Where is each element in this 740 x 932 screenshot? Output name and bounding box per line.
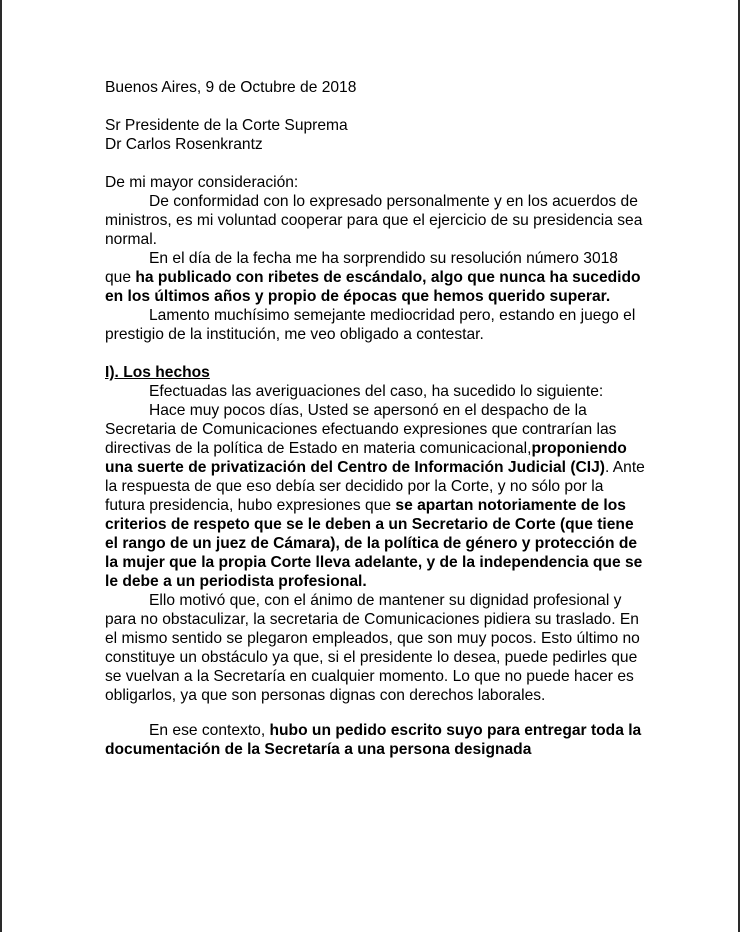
intro-paragraph-2-emphasis: ha publicado con ribetes de escándalo, algo que nunca ha sucedido en los últimos años y propio de épocas que hemos querido superar.: [105, 269, 641, 305]
hechos-paragraph-4-text: En ese contexto,: [149, 722, 270, 739]
intro-paragraph-1: [105, 192, 645, 249]
letter-body: [105, 78, 645, 759]
recipient-title: Sr Presidente de la Corte Suprema: [105, 117, 348, 134]
hechos-paragraph-3: Ello motivó que, con el ánimo de mantener su dignidad profesional y para no obstaculizar, la secretaria de Comunicaciones pidiera su traslado. En el mismo sentido se plegaron empleados, que son muy pocos. Esto último no constituye un obstáculo ya que, si el presidente lo desea, puede pedirles que se vuelvan a la Secretaría en cualquier momento. Lo que no puede hacer es obligarlos, ya que son personas dignas con derechos laborales.: [105, 592, 640, 704]
intro-paragraph-2-text: En el día de la fecha me ha sorprendido su resolución número 3018 que: [105, 250, 618, 286]
hechos-paragraph-2: [105, 401, 645, 591]
hechos-paragraph-1: Efectuadas las averiguaciones del caso, ha sucedido lo siguiente:: [149, 383, 604, 400]
salutation: De mi mayor consideración:: [105, 174, 299, 191]
section-heading-hechos: I). Los hechos: [105, 364, 210, 381]
hechos-paragraph-2-emphasis-b: se apartan notoriamente de los criterios de respeto que se le deben a un Secretario de Corte (que tiene el rango de un juez de Cámara), de la política de género y protección de la mujer que la propia Corte lleva adelante, y de la independencia que se le debe a un periodista profesional.: [105, 497, 643, 590]
hechos-paragraph-4: [105, 721, 645, 759]
recipient-name: Dr Carlos Rosenkrantz: [105, 136, 263, 153]
hechos-paragraph-4-emphasis: hubo un pedido escrito suyo para entregar toda la documentación de la Secretaría a una persona designada: [105, 722, 642, 758]
intro-paragraph-3: [105, 306, 645, 344]
intro-paragraph-2: [105, 249, 645, 306]
intro-paragraph-1-text: De conformidad con lo expresado personalmente y en los acuerdos de ministros, es mi voluntad cooperar para que el ejercicio de su presidencia sea normal.: [105, 193, 643, 248]
hechos-paragraph-2-text-a: Hace muy pocos días, Usted se apersonó en el despacho de la Secretaria de Comunicaciones efectuando expresiones que contrarían las directivas de la política de Estado en materia comunicacional,: [105, 402, 617, 457]
hechos-paragraph-2-emphasis-a: proponiendo una suerte de privatización del Centro de Información Judicial (CIJ): [105, 440, 627, 476]
hechos-paragraph-2-text-b: . Ante la respuesta de que eso debía ser decidido por la Corte, y no sólo por la futura presidencia, hubo expresiones que: [105, 459, 645, 514]
date-line: Buenos Aires, 9 de Octubre de 2018: [105, 79, 357, 96]
intro-paragraph-3-text: Lamento muchísimo semejante mediocridad pero, estando en juego el prestigio de la institución, me veo obligado a contestar.: [105, 307, 636, 343]
